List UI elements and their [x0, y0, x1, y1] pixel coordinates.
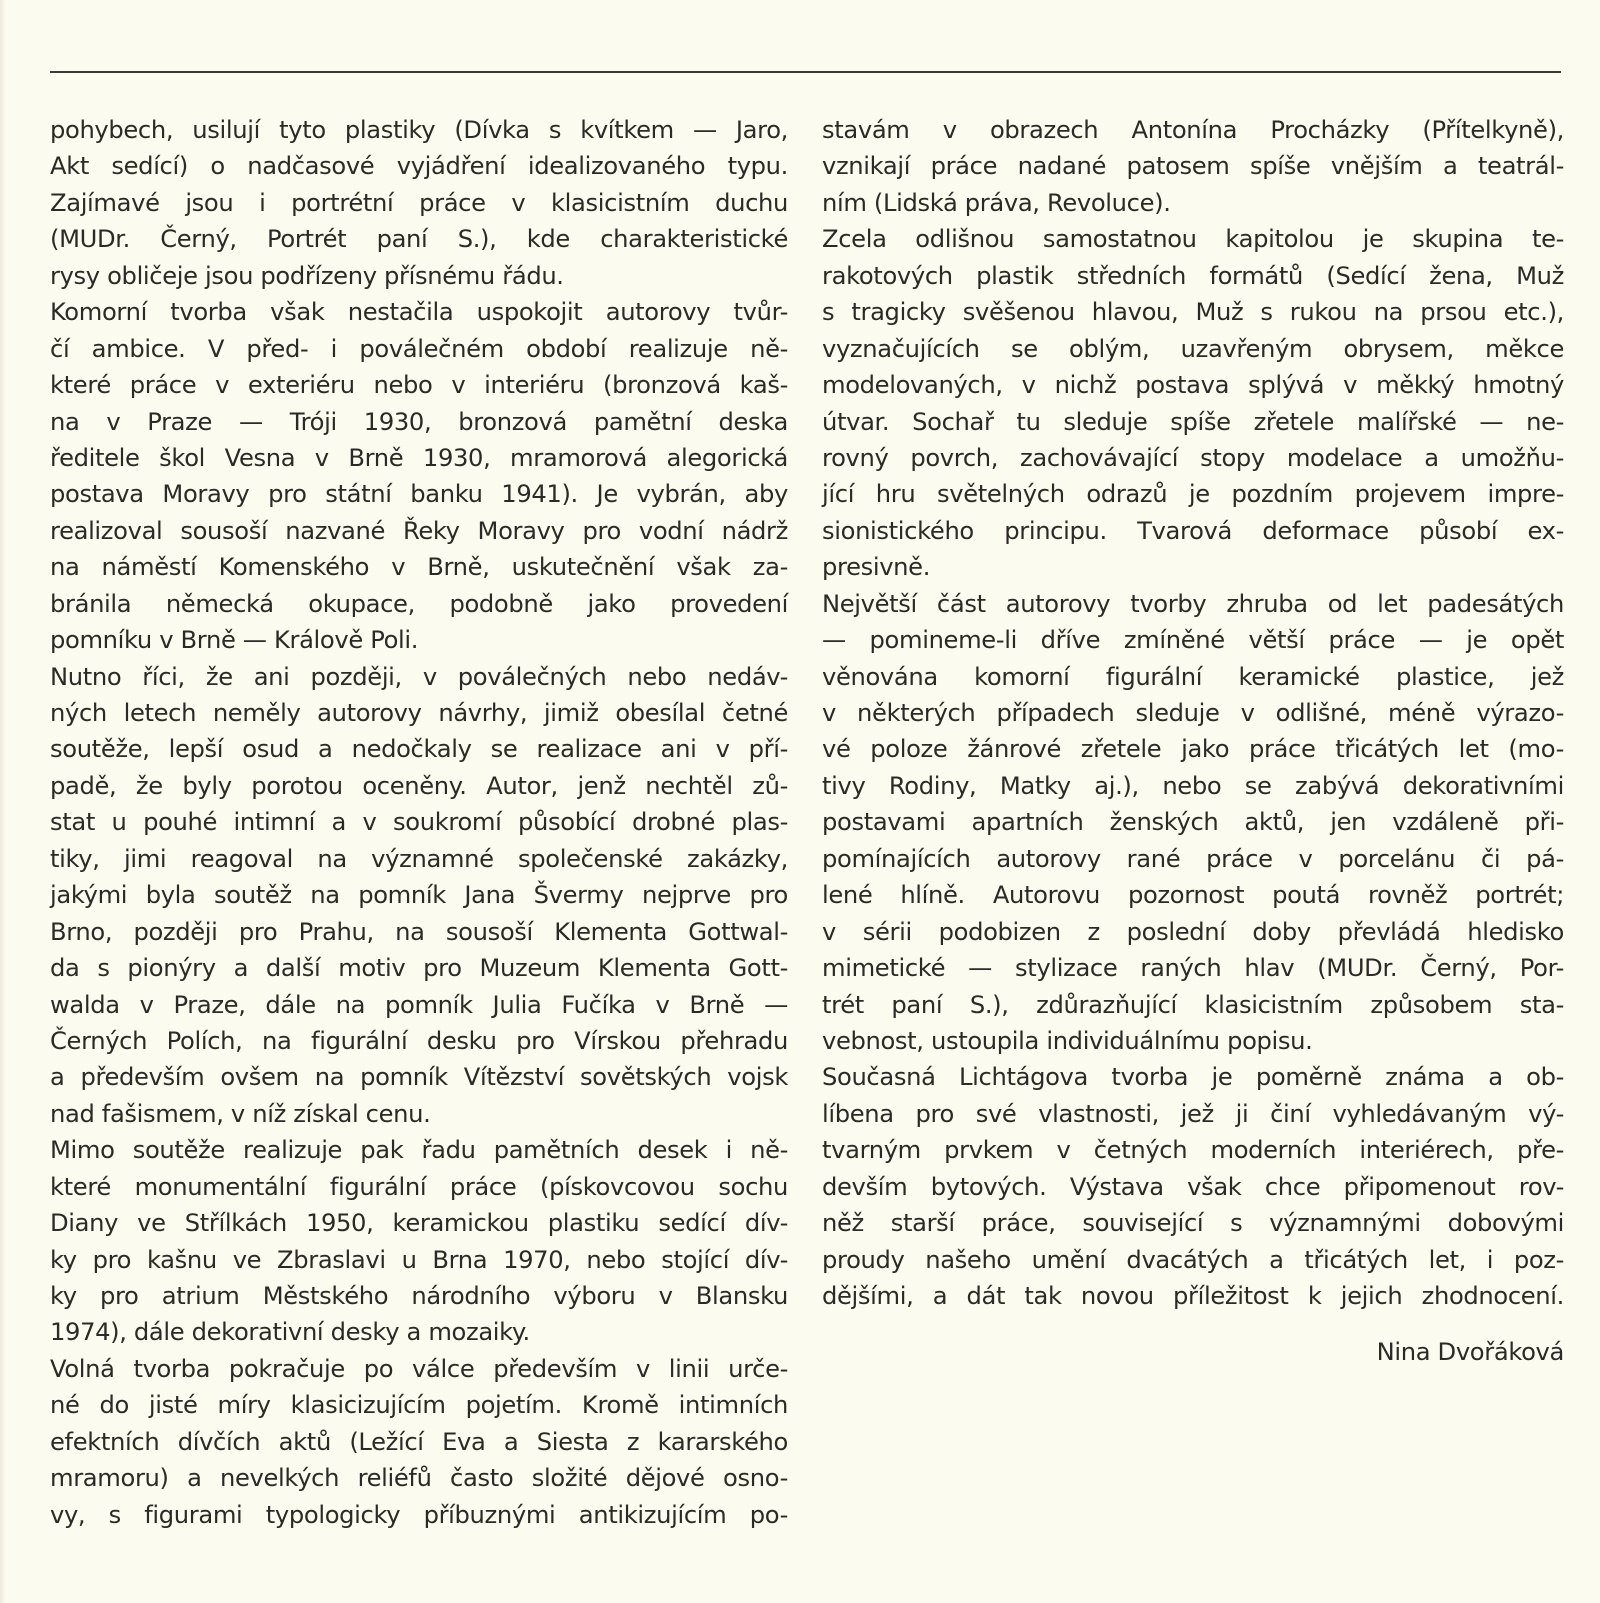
text-line: ných letech neměly autorovy návrhy, jimiž obesílal četné: [50, 699, 788, 727]
text-line: v sérii podobizen z poslední doby převládá hledisko: [822, 917, 1564, 946]
text-line: modelovaných, v nichž postava splývá v měkký hmotný: [822, 371, 1564, 400]
text-line: bránila německá okupace, podobně jako provedení: [50, 589, 788, 618]
text-line: dějšími, a dát tak novou příležitost k jejich zhodnocení.: [822, 1282, 1564, 1310]
text-line: Současná Lichtágova tvorba je poměrně známa a ob-: [822, 1063, 1564, 1092]
text-line: postavami apartních ženských aktů, jen vzdáleně při-: [822, 808, 1564, 837]
text-line: vy, s figurami typologicky příbuznými antikizujícím po-: [50, 1500, 788, 1529]
paragraph: [822, 1059, 1564, 1314]
right-text-column: [822, 112, 1564, 1371]
text-line: a především ovšem na pomník Vítězství sovětských vojsk: [50, 1063, 788, 1092]
text-line: Černých Polích, na figurální desku pro Vírskou přehradu: [50, 1026, 788, 1055]
text-line: — pomineme-li dříve zmíněné větší práce — je opět: [822, 626, 1564, 655]
text-line: Volná tvorba pokračuje po válce především v linii urče-: [50, 1354, 788, 1383]
text-line: mimetické — stylizace raných hlav (MUDr. Černý, Por-: [822, 954, 1564, 983]
text-line: nad fašismem, v níž získal cenu.: [50, 1099, 431, 1128]
text-line: Diany ve Střílkách 1950, keramickou plastiku sedící dív-: [50, 1209, 788, 1238]
text-line: Mimo soutěže realizuje pak řadu pamětních desek i ně-: [50, 1136, 788, 1165]
text-line: ky pro kašnu ve Zbraslavi u Brna 1970, nebo stojící dív-: [50, 1245, 788, 1274]
text-line: rovný povrch, zachovávající stopy modelace a umožňu-: [822, 443, 1564, 472]
text-line: Nutno říci, že ani později, v poválečných nebo nedáv-: [50, 662, 788, 691]
text-line: realizoval sousoší nazvané Řeky Moravy pro vodní nádrž: [50, 516, 788, 545]
text-line: Akt sedící) o nadčasové vyjádření idealizovaného typu.: [50, 152, 788, 181]
text-line: v některých případech sleduje v odlišné, méně výrazo-: [822, 699, 1564, 727]
paragraph: [822, 586, 1564, 1060]
text-line: věnována komorní figurální keramické plastice, jež: [822, 662, 1564, 691]
text-line: ředitele škol Vesna v Brně 1930, mramorová alegorická: [50, 443, 788, 472]
paragraph: [50, 1351, 788, 1533]
paragraph: [50, 1132, 788, 1351]
text-line: rysy obličeje jsou podřízeny přísnému řádu.: [50, 261, 564, 290]
text-line: padě, že byly porotou oceněny. Autor, jenž nechtěl zů-: [50, 771, 788, 800]
paragraph: [822, 221, 1564, 585]
text-line: jící hru světelných odrazů je pozdním projevem impre-: [822, 480, 1564, 509]
text-line: stat u pouhé intimní a v soukromí působící drobné plas-: [50, 808, 788, 837]
text-line: stavám v obrazech Antonína Procházky (Přítelkyně),: [822, 116, 1564, 144]
text-line: tiky, jimi reagoval na významné společenské zakázky,: [50, 844, 788, 873]
text-line: na náměstí Komenského v Brně, uskutečnění však za-: [50, 553, 788, 582]
text-line: vznikají práce nadané patosem spíše vnějším a teatrál-: [822, 152, 1564, 181]
text-line: líbena pro své vlastnosti, jež ji činí vyhledávaným vý-: [822, 1099, 1564, 1128]
text-line: lené hlíně. Autorovu pozornost poutá rovněž portrét;: [822, 881, 1564, 910]
paragraph: [822, 112, 1564, 221]
text-line: trét paní S.), zdůrazňující klasicistním způsobem sta-: [822, 990, 1564, 1019]
top-horizontal-rule: [50, 71, 1561, 73]
page-edge-shadow: [0, 0, 6, 1603]
text-line: da s pionýry a další motiv pro Muzeum Klementa Gott-: [50, 954, 788, 983]
text-line: mramoru) a nevelkých reliéfů často složité dějové osno-: [50, 1464, 788, 1493]
text-line: né do jisté míry klasicizujícím pojetím. Kromě intimních: [50, 1391, 788, 1420]
text-line: postava Moravy pro státní banku 1941). Je vybrán, aby: [50, 480, 788, 509]
text-line: presivně.: [822, 553, 931, 582]
text-line: Zajímavé jsou i portrétní práce v klasicistním duchu: [50, 188, 788, 217]
author-signature: Nina Dvořáková: [1376, 1338, 1564, 1367]
text-line: ky pro atrium Městského národního výboru v Blansku: [50, 1282, 788, 1310]
text-line: pohybech, usilují tyto plastiky (Dívka s kvítkem — Jaro,: [50, 116, 788, 144]
text-line: s tragicky svěšenou hlavou, Muž s rukou na prsou etc.),: [822, 298, 1564, 327]
text-line: Brno, později pro Prahu, na sousoší Klementa Gottwal-: [50, 917, 788, 946]
text-line: proudy našeho umění dvacátých a třicátých let, i poz-: [822, 1245, 1564, 1274]
text-line: které práce v exteriéru nebo v interiéru (bronzová kaš-: [50, 371, 788, 400]
text-line: útvar. Sochař tu sleduje spíše zřetele malířské — ne-: [822, 407, 1564, 436]
text-line: pomníku v Brně — Králově Poli.: [50, 626, 419, 655]
text-line: jakými byla soutěž na pomník Jana Švermy nejprve pro: [50, 881, 788, 910]
paragraph: [50, 112, 788, 294]
paragraph: [50, 659, 788, 1133]
text-line: 1974), dále dekorativní desky a mozaiky.: [50, 1318, 530, 1347]
text-line: vyznačujících se oblým, uzavřeným obrysem, měkce: [822, 334, 1564, 363]
text-line: soutěže, lepší osud a nedočkaly se realizace ani v pří-: [50, 735, 788, 764]
text-line: Zcela odlišnou samostatnou kapitolou je skupina te-: [822, 225, 1564, 254]
text-line: vebnost, ustoupila individuálnímu popisu.: [822, 1026, 1313, 1055]
left-text-column: [50, 112, 788, 1533]
text-line: (MUDr. Černý, Portrét paní S.), kde charakteristické: [50, 225, 788, 254]
text-line: vé poloze žánrové zřetele jako práce třicátých let (mo-: [822, 735, 1564, 764]
text-line: něž starší práce, související s významnými dobovými: [822, 1209, 1564, 1238]
text-line: pomínajících autorovy rané práce v porcelánu či pá-: [822, 844, 1564, 873]
text-line: sionistického principu. Tvarová deformace působí ex-: [822, 516, 1564, 545]
text-line: Komorní tvorba však nestačila uspokojit autorovy tvůr-: [50, 298, 788, 327]
text-line: tvarným prvkem v četných moderních interiérech, pře-: [822, 1136, 1564, 1165]
text-line: Největší část autorovy tvorby zhruba od let padesátých: [822, 589, 1564, 618]
text-line: devším bytových. Výstava však chce připomenout rov-: [822, 1172, 1564, 1201]
text-line: které monumentální figurální práce (pískovcovou sochu: [50, 1172, 788, 1201]
paragraph: [50, 294, 788, 658]
text-line: rakotových plastik středních formátů (Sedící žena, Muž: [822, 261, 1564, 290]
text-line: efektních dívčích aktů (Ležící Eva a Siesta z kararského: [50, 1427, 788, 1456]
text-line: walda v Praze, dále na pomník Julia Fučíka v Brně —: [50, 990, 788, 1019]
text-line: na v Praze — Tróji 1930, bronzová pamětní deska: [50, 407, 788, 436]
text-line: ním (Lidská práva, Revoluce).: [822, 188, 1171, 217]
text-line: tivy Rodiny, Matky aj.), nebo se zabývá dekorativními: [822, 771, 1564, 800]
text-line: čí ambice. V před- i poválečném období realizuje ně-: [50, 334, 788, 363]
